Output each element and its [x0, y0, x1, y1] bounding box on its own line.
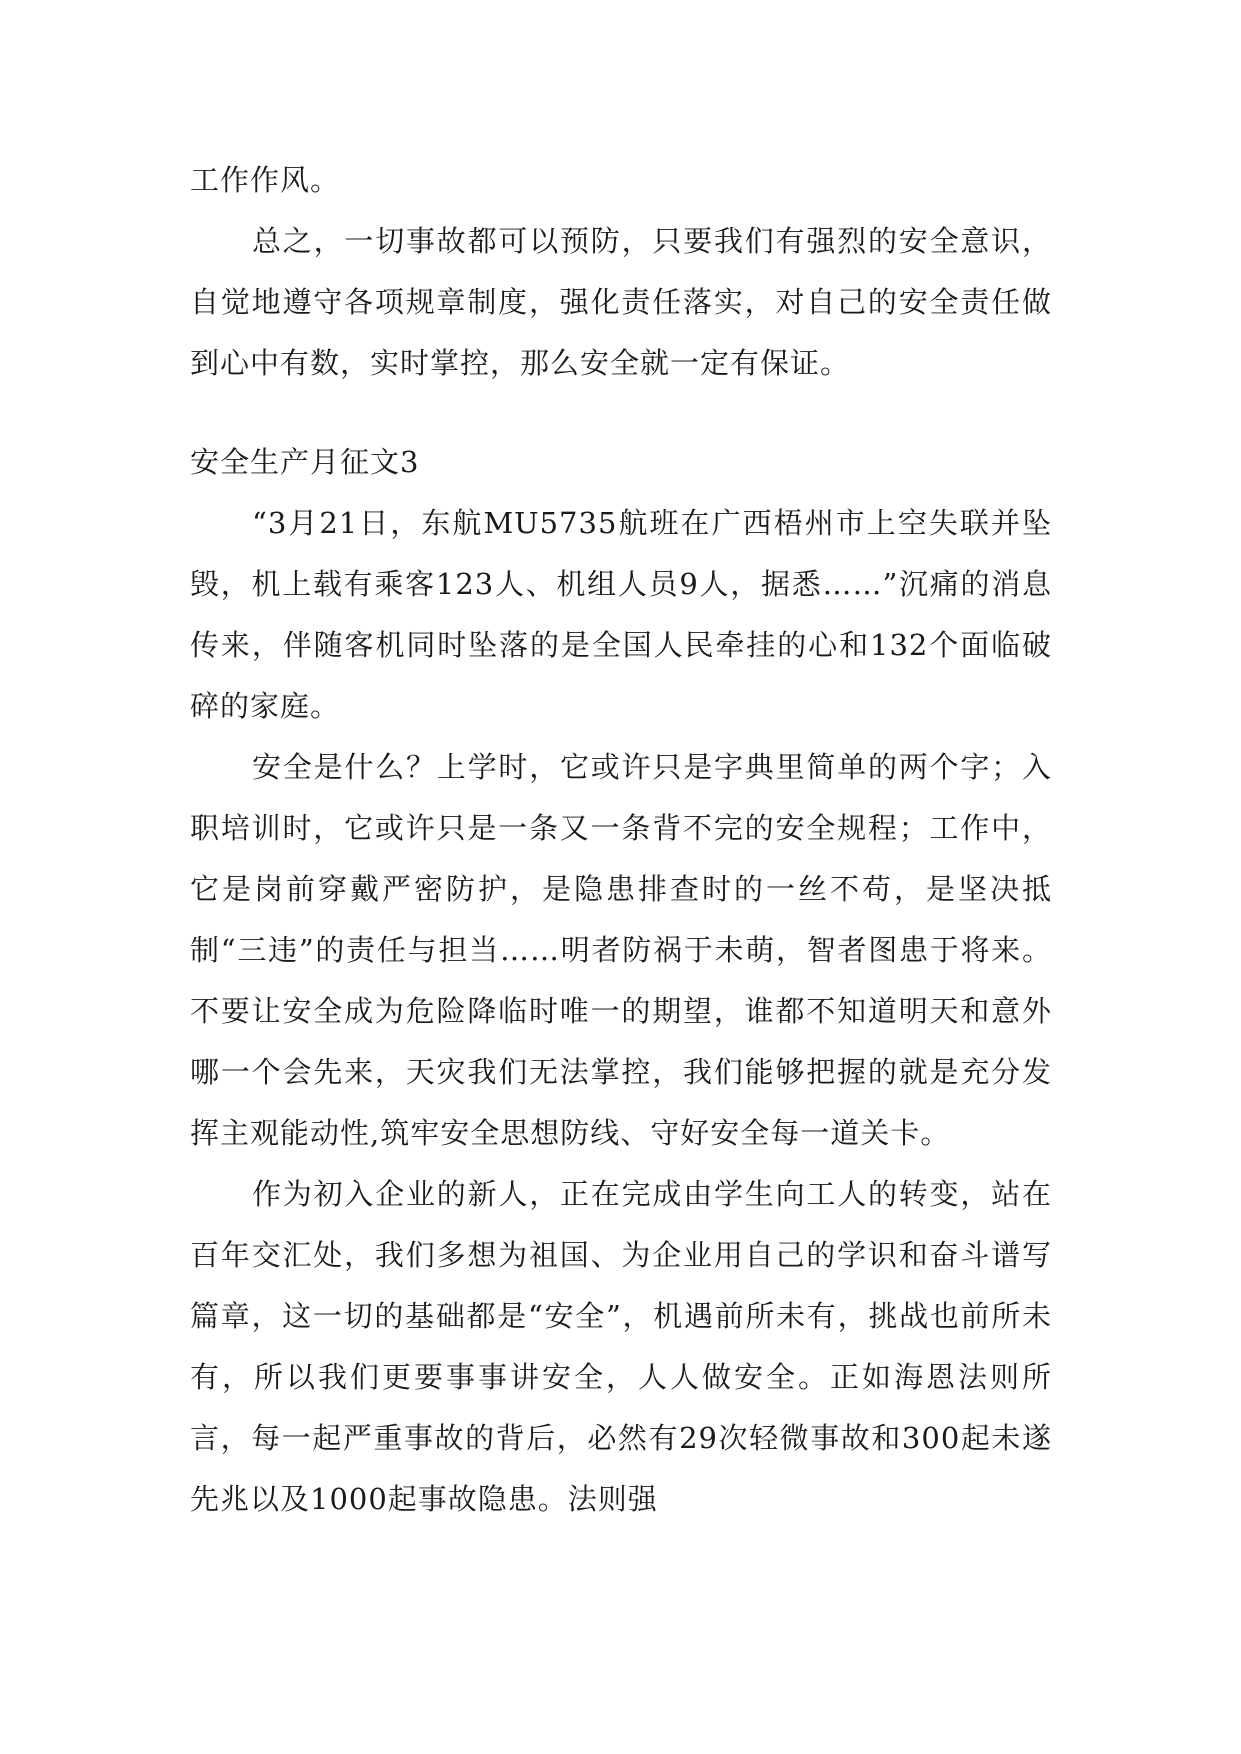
section-title: 安全生产月征文3 — [190, 445, 420, 479]
paragraph-continuation: 工作作风。 — [190, 163, 341, 197]
paragraph-newcomer: 作为初入企业的新人，正在完成由学生向工人的转变，站在百年交汇处，我们多想为祖国、为企业用自己的学识和奋斗谱写篇章，这一切的基础都是“安全”，机遇前所未有，挑战也前所未有，所以我们更要事事讲安全，人人做安全。正如海恩法则所言，每一起严重事故的背后，必然有29次轻微事故和300起未遂先兆以及1000起事故隐患。法则强 — [190, 1177, 1052, 1516]
paragraph-conclusion: 总之，一切事故都可以预防，只要我们有强烈的安全意识，自觉地遵守各项规章制度，强化责任落实，对自己的安全责任做到心中有数，实时掌控，那么安全就一定有保证。 — [190, 224, 1052, 380]
paragraph-what-is-safety: 安全是什么？上学时，它或许只是字典里简单的两个字；入职培训时，它或许只是一条又一条背不完的安全规程；工作中，它是岗前穿戴严密防护，是隐患排查时的一丝不苟，是坚决抵制“三违”的责任与担当……明者防祸于未萌，智者图患于将来。不要让安全成为危险降临时唯一的期望，谁都不知道明天和意外哪一个会先来，天灾我们无法掌控，我们能够把握的就是充分发挥主观能动性,筑牢安全思想防线、守好安全每一道关卡。 — [190, 750, 1052, 1150]
document-body — [190, 150, 1052, 1530]
paragraph-news-quote: “3月21日，东航MU5735航班在广西梧州市上空失联并坠毁，机上载有乘客123人、机组人员9人，据悉……”沉痛的消息传来，伴随客机同时坠落的是全国人民牵挂的心和132个面临破碎的家庭。 — [190, 506, 1052, 723]
